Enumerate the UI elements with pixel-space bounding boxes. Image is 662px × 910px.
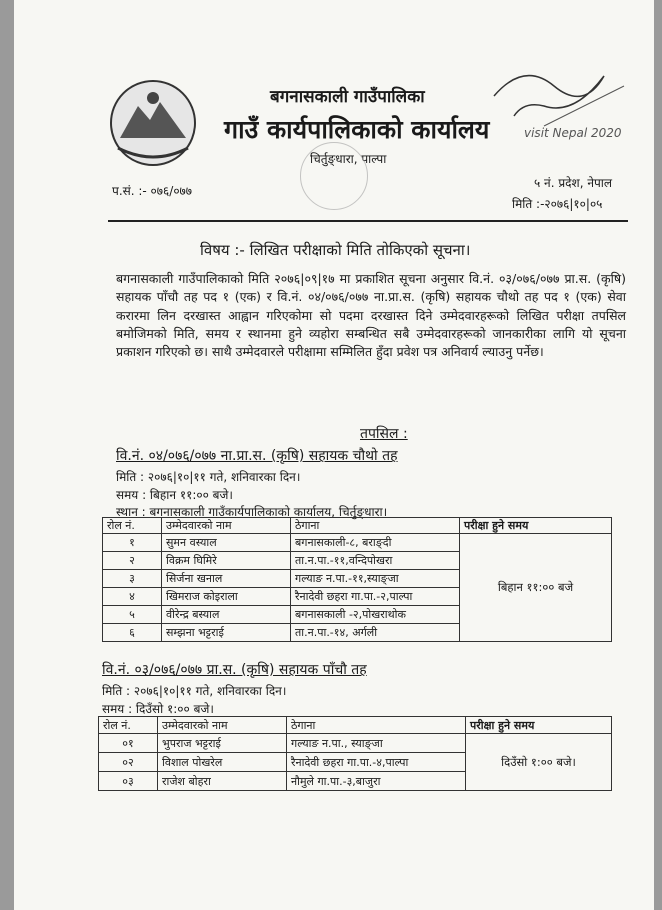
section2-table: [98, 716, 612, 791]
table-row: ४ खिमराज कोइराला रैनादेवी छहरा गा.पा.-२,पाल्पा: [103, 588, 612, 606]
municipality-name: बगनासकाली गाउँपालिका: [270, 87, 425, 107]
office-name: गाउँ कार्यपालिकाको कार्यालय: [224, 115, 490, 144]
notice-body: बगनासकाली गाउँपालिकाको मिति २०७६|०९|१७ मा प्रकाशित सूचना अनुसार वि.नं. ०३/०७६/०७७ प्रा.स. (कृषि) सहायक पाँचौ तह पद १ (एक) र वि.नं. ०४/०७६/०७७ ना.प्रा.स. (कृषि) सहायक चौथो तह पद १ (एक) सेवा करारमा लिन दरखास्त आह्वान गरिएकोमा सो पदमा दरखास्त दिने उम्मेदवारहरूको लिखित परीक्षा तपसिल बमोजिमको मिति, समय र स्थानमा हुने व्यहोरा सम्बन्धित सबै उम्मेदवारहरूको जानकारीका लागि यो सूचना प्रकाशन गरिएको छ। साथै उम्मेदवारले परीक्षामा सम्मिलित हुँदा प्रवेश पत्र अनिवार्य ल्याउनु पर्नेछ।: [116, 271, 626, 360]
table-row: २ विक्रम घिमिरे ता.न.पा.-११,वन्दिपोखरा: [103, 552, 612, 570]
col-address: ठेगाना: [287, 717, 466, 734]
reference-number: प.सं. :- ०७६/०७७: [112, 184, 193, 198]
table-row: ०१ भुपराज भट्टराई गल्याङ न.पा., स्याङ्जा दिउँसो १:०० बजे।: [99, 734, 612, 753]
col-roll: रोल नं.: [99, 717, 158, 734]
section1-heading: वि.नं. ०४/०७६/०७७ ना.प्रा.स. (कृषि) सहायक चौथो तह: [116, 448, 398, 464]
section1-exam-time: बिहान ११:०० बजे: [460, 534, 612, 642]
section2-heading: वि.नं. ०३/०७६/०७७ प्रा.स. (कृषि) सहायक पाँचौ तह: [102, 662, 367, 678]
table-row: ०२ विशाल पोखरेल रैनादेवी छहरा गा.पा.-४,पाल्पा: [99, 753, 612, 772]
province: ५ नं. प्रदेश, नेपाल: [534, 176, 613, 190]
government-emblem-icon: [98, 68, 208, 178]
table-row: ०३ राजेश बोहरा नौमुले गा.पा.-३,बाजुरा: [99, 772, 612, 791]
header-divider: [108, 220, 628, 222]
table-row: १ सुमन वस्याल बगनासकाली-८, बराङ्दी बिहान ११:०० बजे: [103, 534, 612, 552]
section1-time: समय : बिहान ११:०० बजे।: [116, 488, 233, 502]
section1-date: मिति : २०७६|१०|११ गते, शनिवारका दिन।: [116, 470, 301, 484]
subject-line: विषय :- लिखित परीक्षाको मिति तोकिएको सूचना।: [200, 241, 471, 259]
schedule-heading: तपसिल :: [360, 426, 408, 442]
table-row: ६ सम्झना भट्टराई ता.न.पा.-१४, अर्गली: [103, 624, 612, 642]
document-page: [14, 0, 654, 910]
section2-date: मिति : २०७६|१०|११ गते, शनिवारका दिन।: [102, 684, 287, 698]
issue-date: मिति :-२०७६|१०|०५: [512, 197, 603, 211]
col-name: उम्मेदवारको नाम: [158, 717, 287, 734]
section1-venue: स्थान : बगनासकाली गाउँकार्यपालिकाको कार्यालय, चिर्तुङ्धारा।: [116, 505, 388, 519]
office-stamp: [300, 142, 368, 210]
col-time: परीक्षा हुने समय: [460, 518, 612, 534]
table-row: ३ सिर्जना खनाल गल्याङ न.पा.-११,स्याङ्जा: [103, 570, 612, 588]
section2-exam-time: दिउँसो १:०० बजे।: [466, 734, 612, 791]
section1-table: [102, 517, 612, 642]
col-name: उम्मेदवारको नाम: [162, 518, 291, 534]
office-location: चिर्तुङ्धारा, पाल्पा: [310, 152, 387, 166]
table-row: ५ वीरेन्द्र बस्याल बगनासकाली -२,पोखराथोक: [103, 606, 612, 624]
col-address: ठेगाना: [291, 518, 460, 534]
col-roll: रोल नं.: [103, 518, 162, 534]
visit-nepal-logo: visit Nepal 2020: [524, 126, 622, 140]
section2-time: समय : दिउँसो १:०० बजे।: [102, 702, 214, 716]
col-time: परीक्षा हुने समय: [466, 717, 612, 734]
